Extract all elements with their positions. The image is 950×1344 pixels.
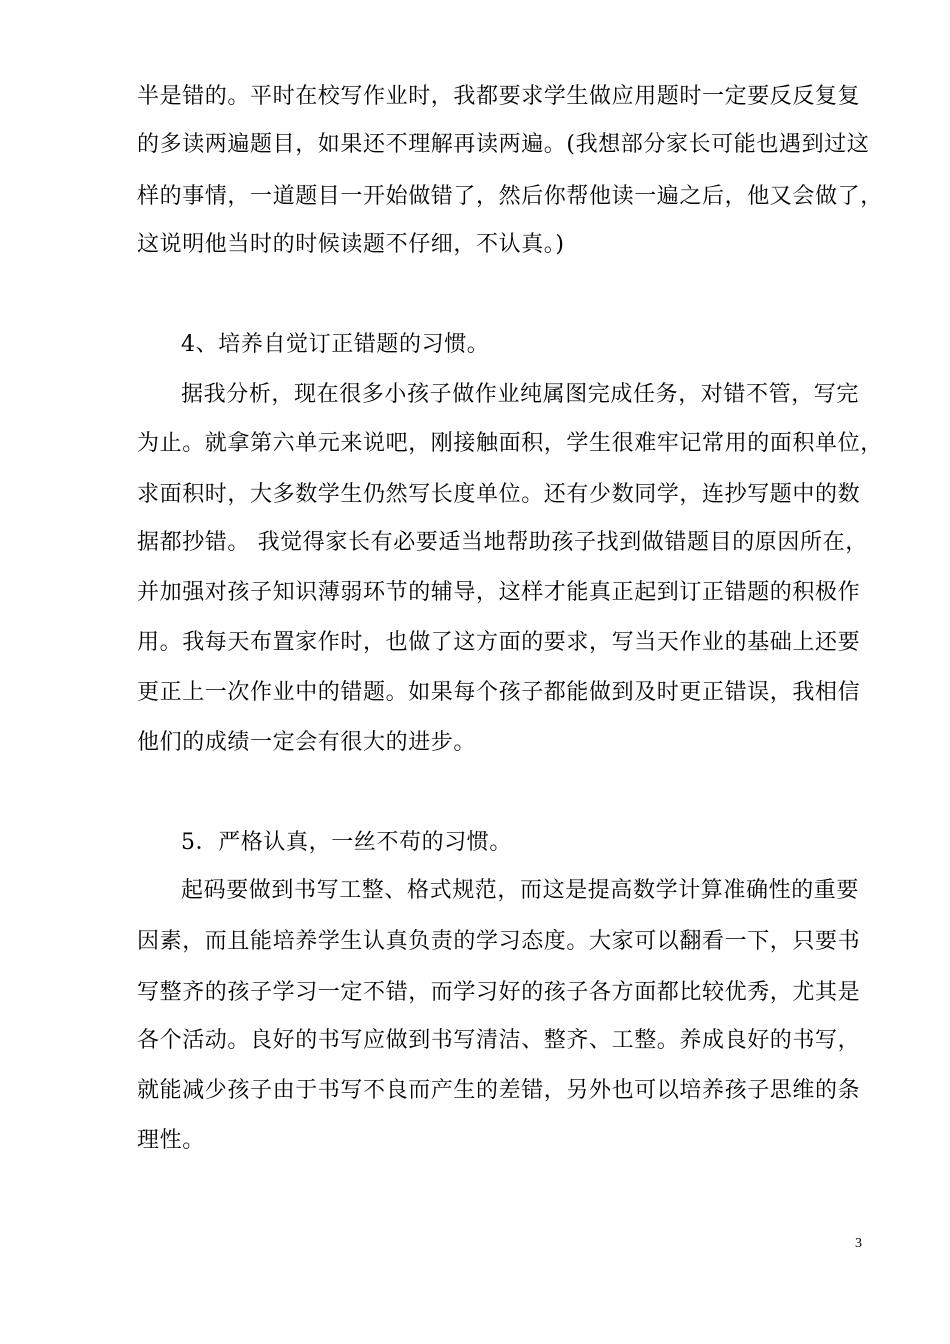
paragraph-line: 求面积时，大多数学生仍然写长度单位。还有少数同学，连抄写题中的数 [137, 482, 861, 507]
paragraph-line: 起码要做到书写工整、格式规范，而这是提高数学计算准确性的重要 [181, 878, 860, 903]
section-heading-4: 4、培养自觉订正错题的习惯。 [181, 332, 490, 357]
paragraph-line: 理性。 [137, 1128, 205, 1153]
paragraph-line: 样的事情，一道题目一开始做错了，然后你帮他读一遍之后，他又会做了， [137, 184, 883, 209]
section-heading-5: 5．严格认真，一丝不苟的习惯。 [181, 830, 512, 855]
paragraph-line: 他们的成绩一定会有很大的进步。 [137, 730, 477, 755]
paragraph-line: 因素，而且能培养学生认真负责的学习态度。大家可以翻看一下，只要书 [137, 929, 861, 954]
paragraph-line: 为止。就拿第六单元来说吧，刚接触面积，学生很难牢记常用的面积单位， [137, 431, 883, 456]
paragraph-line: 更正上一次作业中的错题。如果每个孩子都能做到及时更正错误，我相信 [137, 680, 861, 705]
paragraph-line: 各个活动。良好的书写应做到书写清洁、整齐、工整。养成良好的书写， [137, 1028, 861, 1053]
paragraph-line: 并加强对孩子知识薄弱环节的辅导，这样才能真正起到订正错题的积极作 [137, 580, 861, 605]
paragraph-line: 就能减少孩子由于书写不良而产生的差错，另外也可以培养孩子思维的条 [137, 1078, 861, 1103]
paragraph-line: 的多读两遍题目，如果还不理解再读两遍。(我想部分家长可能也遇到过这 [137, 132, 870, 157]
page-number: 3 [855, 1236, 862, 1251]
paragraph-line: 据我分析，现在很多小孩子做作业纯属图完成任务，对错不管，写完 [181, 382, 860, 407]
paragraph-line: 这说明他当时的时候读题不仔细，不认真。) [137, 232, 565, 257]
paragraph-line: 写整齐的孩子学习一定不错，而学习好的孩子各方面都比较优秀，尤其是 [137, 980, 861, 1005]
paragraph-line: 据都抄错。 我觉得家长有必要适当地帮助孩子找到做错题目的原因所在， [137, 530, 868, 555]
paragraph-line: 半是错的。平时在校写作业时，我都要求学生做应用题时一定要反反复复 [137, 84, 861, 109]
paragraph-line: 用。我每天布置家作时，也做了这方面的要求，写当天作业的基础上还要 [137, 630, 861, 655]
